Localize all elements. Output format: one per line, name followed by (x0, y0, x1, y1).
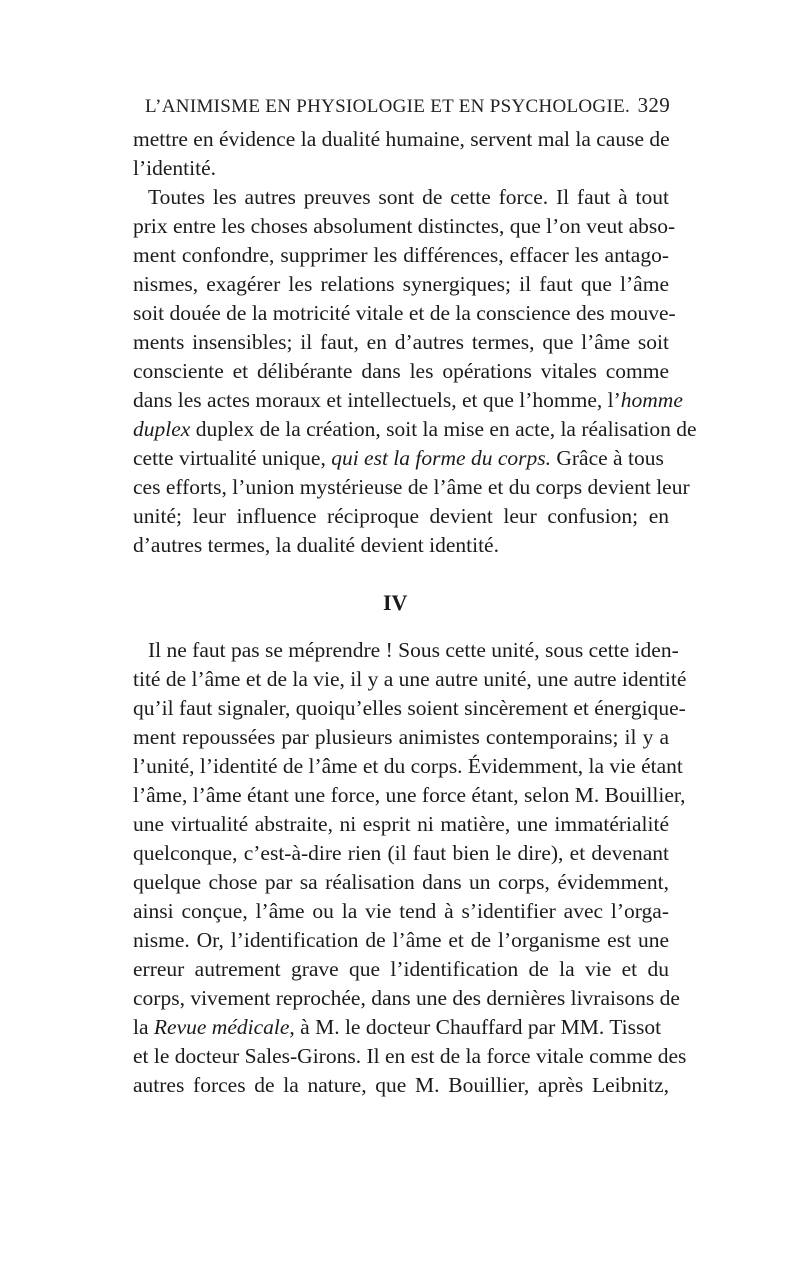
text-line: prix entre les choses absolument distinctes, que l’on veut abso- (133, 214, 676, 238)
text-line (133, 1013, 669, 1042)
page-number: 329 (637, 93, 670, 117)
text-line: nisme. Or, l’identification de l’âme et de l’organisme est une (133, 928, 669, 952)
text-line: quelconque, c’est-à-dire rien (il faut bien le dire), et devenant (133, 841, 669, 865)
text-line: et le docteur Sales-Girons. Il en est de la force vitale comme des (133, 1044, 687, 1068)
text-line: l’unité, l’identité de l’âme et du corps. Évidemment, la vie étant (133, 754, 683, 778)
italic-span: homme (620, 388, 683, 412)
text-line: erreur autrement grave que l’identification de la vie et du (133, 957, 669, 981)
text-line: l’âme, l’âme étant une force, une force étant, selon M. Bouillier, (133, 783, 686, 807)
text-line: d’autres termes, la dualité devient identité. (133, 533, 499, 557)
text-line (133, 386, 683, 415)
text-span: dans les actes moraux et intellectuels, et que l’homme, l’ (133, 388, 621, 412)
text-line: mettre en évidence la dualité humaine, servent mal la cause de (133, 127, 670, 151)
text-line: unité; leur influence réciproque devient leur confusion; en (133, 504, 669, 528)
text-line (133, 444, 669, 473)
text-line: tité de l’âme et de la vie, il y a une autre unité, une autre identité (133, 667, 687, 691)
text-span: duplex de la création, soit la mise en acte, la réalisation de (195, 417, 697, 441)
text-span: la (133, 1015, 149, 1039)
text-line (133, 415, 697, 444)
text-span: Grâce à tous (550, 446, 664, 470)
text-span: , à M. le docteur Chauffard par MM. Tissot (289, 1015, 662, 1039)
text-line: nismes, exagérer les relations synergiques; il faut que l’âme (133, 272, 669, 296)
text-span: cette virtualité unique, (133, 446, 326, 470)
italic-span: duplex (133, 417, 191, 441)
text-line: ment confondre, supprimer les différences, effacer les antago- (133, 243, 669, 267)
text-line: ces efforts, l’union mystérieuse de l’âme et du corps devient leur (133, 475, 690, 499)
text-line: une virtualité abstraite, ni esprit ni matière, une immatérialité (133, 812, 669, 836)
text-line: autres forces de la nature, que M. Bouillier, après Leibnitz, (133, 1073, 669, 1097)
text-line: soit douée de la motricité vitale et de la conscience des mouve- (133, 301, 676, 325)
section-heading: IV (383, 590, 408, 615)
text-line: ment repoussées par plusieurs animistes contemporains; il y a (133, 725, 669, 749)
text-line: qu’il faut signaler, quoiqu’elles soient sincèrement et énergique- (133, 696, 686, 720)
text-line: corps, vivement reprochée, dans une des dernières livraisons de (133, 986, 680, 1010)
paragraph-start: Il ne faut pas se méprendre ! Sous cette unité, sous cette iden- (148, 638, 679, 662)
text-line: quelque chose par sa réalisation dans un corps, évidemment, (133, 870, 669, 894)
paragraph-start: Toutes les autres preuves sont de cette force. Il faut à tout (148, 185, 669, 209)
text-line: ainsi conçue, l’âme ou la vie tend à s’identifier avec l’orga- (133, 899, 669, 923)
running-title: L’ANIMISME EN PHYSIOLOGIE ET EN PSYCHOLOGIE. (145, 96, 631, 117)
italic-span: qui est la forme du corps. (331, 446, 551, 470)
italic-span: Revue médicale (153, 1015, 290, 1039)
running-header (145, 93, 670, 121)
text-line: consciente et délibérante dans les opérations vitales comme (133, 359, 669, 383)
text-line: ments insensibles; il faut, en d’autres termes, que l’âme soit (133, 330, 669, 354)
text-line: l’identité. (133, 156, 216, 180)
